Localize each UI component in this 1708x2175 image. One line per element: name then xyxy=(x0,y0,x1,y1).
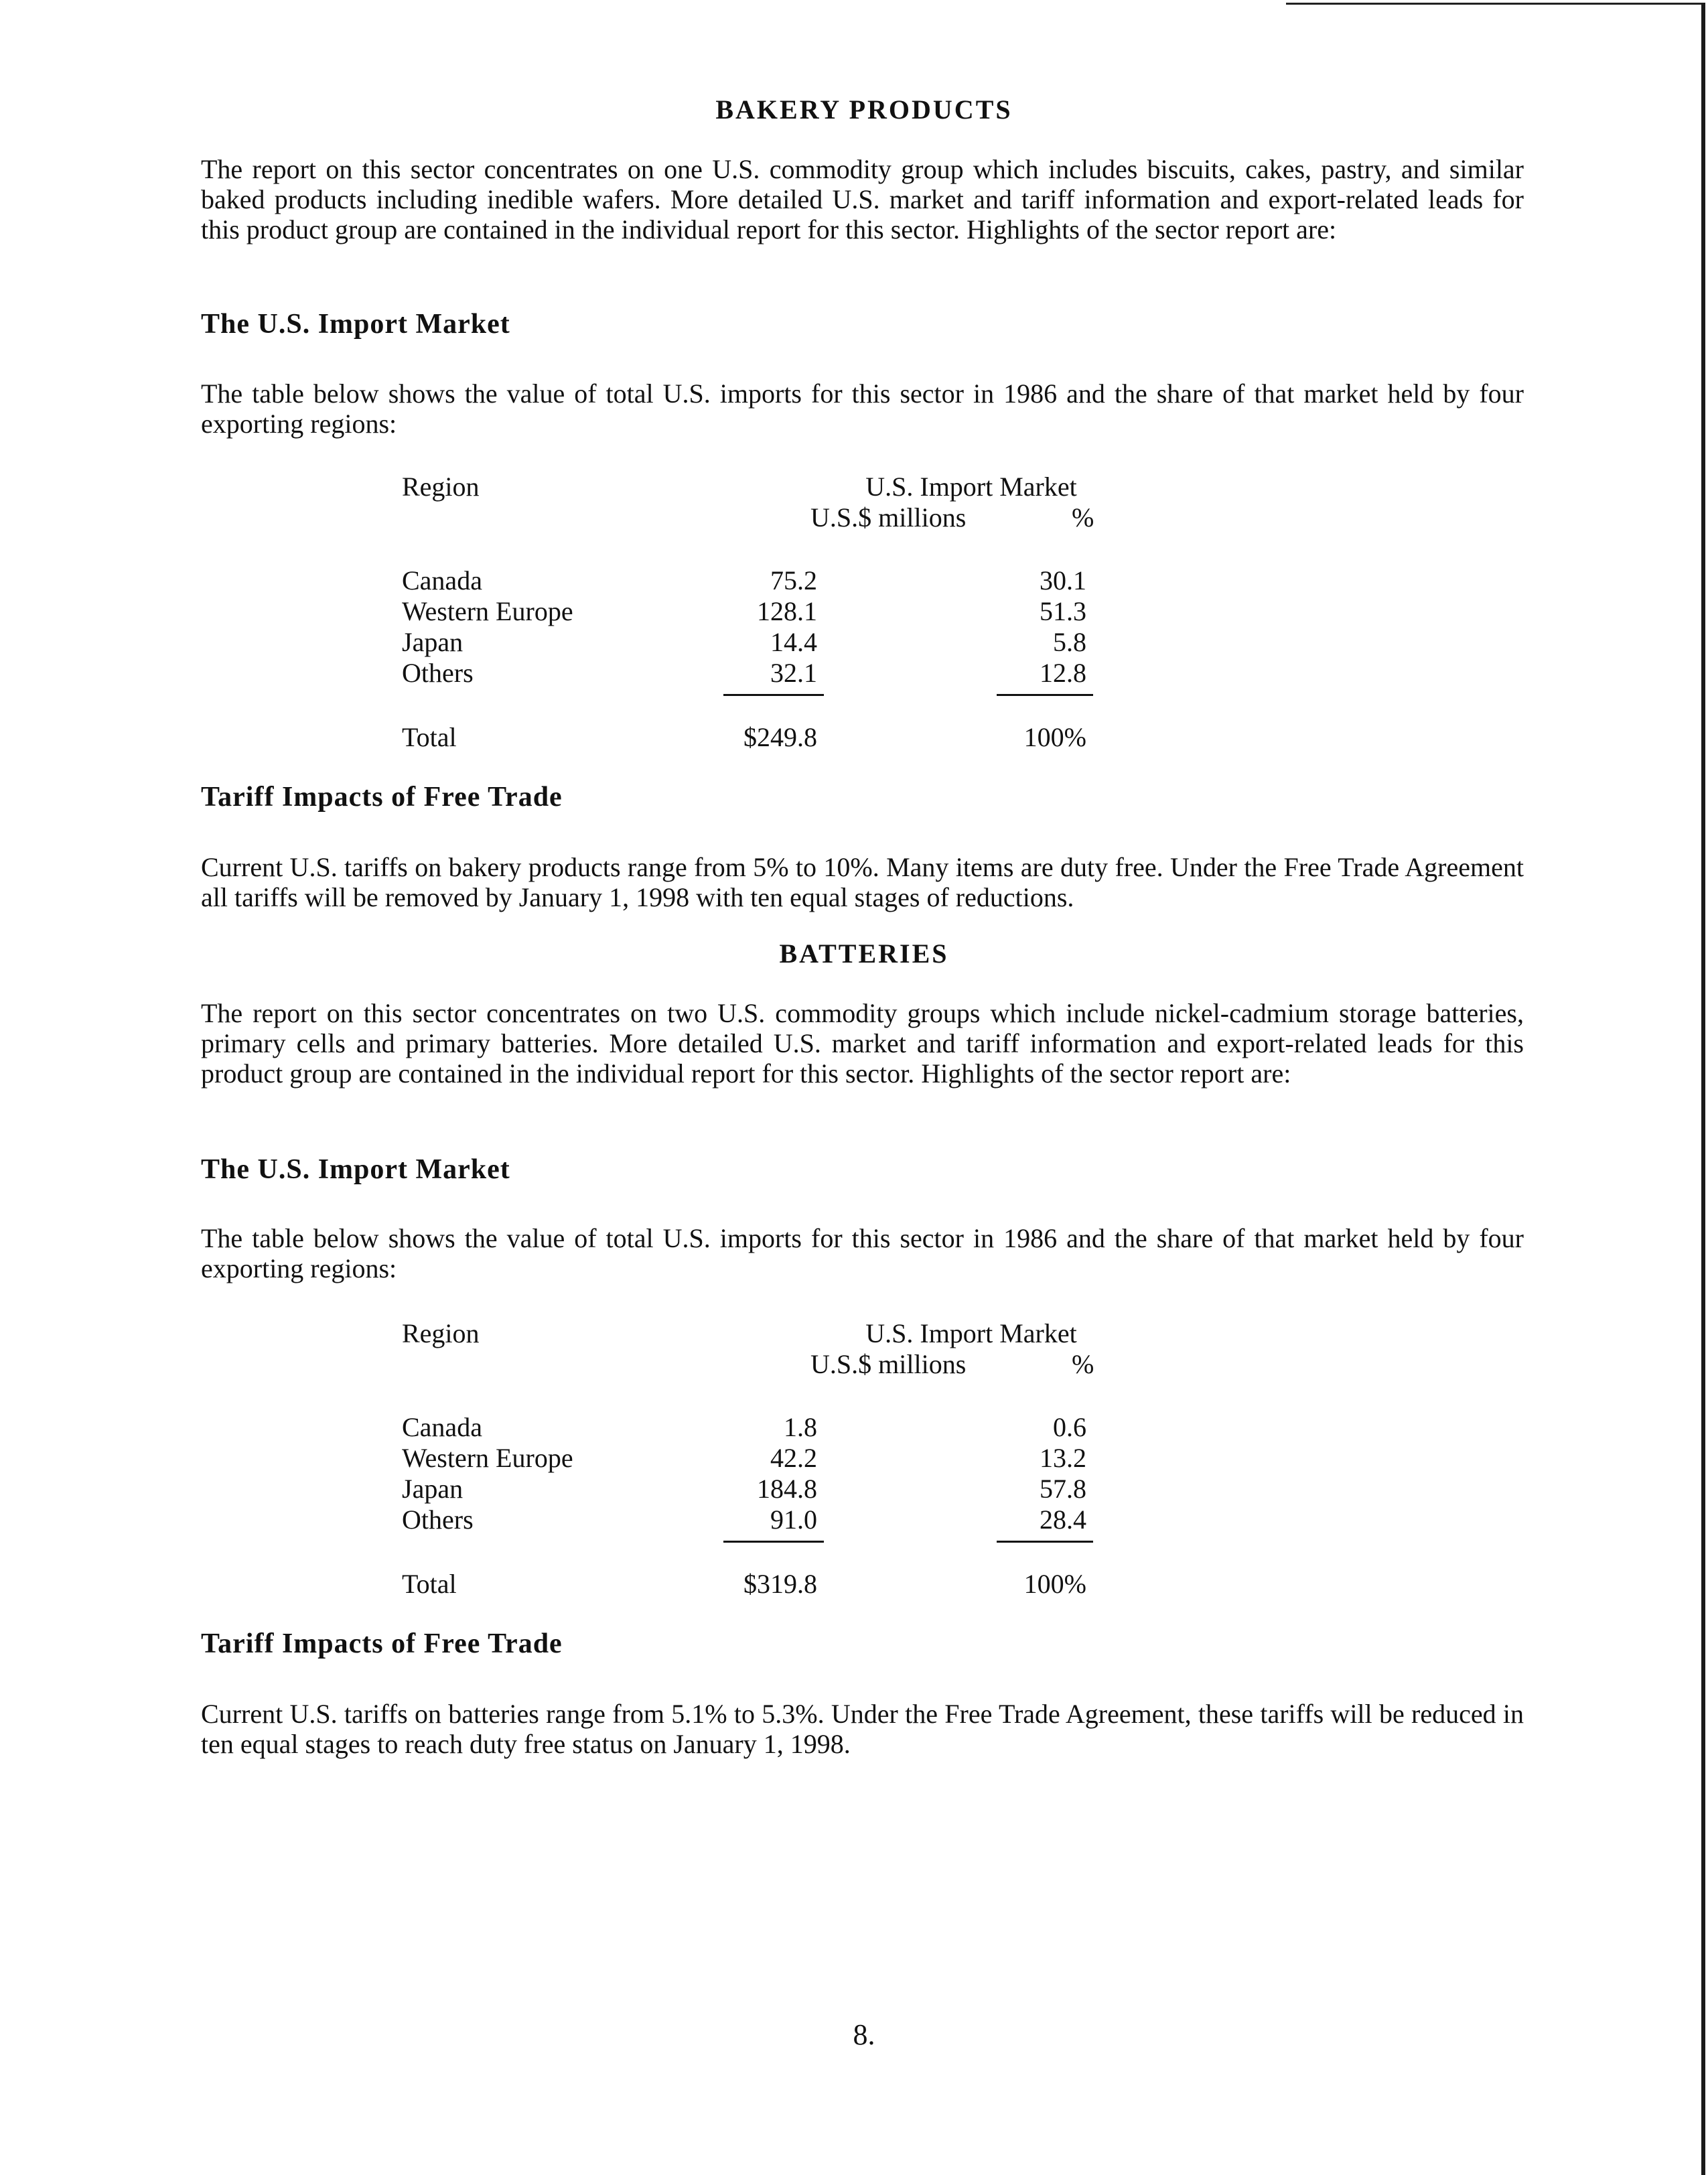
percent-cell: 51.3 xyxy=(1040,596,1086,626)
value-cell: 128.1 xyxy=(757,596,817,626)
value-cell: 91.0 xyxy=(770,1504,817,1535)
table-row xyxy=(402,596,1206,627)
total-percent: 100% xyxy=(1023,1569,1086,1599)
bakery-tariff-heading: Tariff Impacts of Free Trade xyxy=(201,782,563,813)
table-row xyxy=(402,1504,1206,1535)
scan-edge-top xyxy=(1286,3,1705,5)
region-cell: Western Europe xyxy=(402,596,573,626)
table-header-import-market: U.S. Import Market xyxy=(865,472,1077,502)
region-cell: Canada xyxy=(402,1412,482,1442)
table-header-usd-millions: U.S.$ millions xyxy=(810,1349,967,1379)
batteries-import-paragraph: The table below shows the value of total U.S. imports for this sector in 1986 and the share of that market held by four exporting regions: xyxy=(201,1223,1524,1283)
table-header-usd-millions: U.S.$ millions xyxy=(810,502,967,533)
value-subtotal-rule xyxy=(723,1541,824,1543)
table-total-row xyxy=(402,722,1206,753)
value-cell: 32.1 xyxy=(770,658,817,688)
table-header-region: Region xyxy=(402,1318,480,1348)
value-cell: 42.2 xyxy=(770,1443,817,1473)
bakery-tariff-paragraph: Current U.S. tariffs on bakery products range from 5% to 10%. Many items are duty free. Under the Free Trade Agreement all tariffs will be removed by January 1, 1998 with ten equal stages of reductions. xyxy=(201,852,1524,912)
region-cell: Others xyxy=(402,658,474,688)
table-row xyxy=(402,627,1206,658)
total-percent: 100% xyxy=(1023,722,1086,752)
value-cell: 184.8 xyxy=(757,1474,817,1504)
table-header-percent: % xyxy=(1072,502,1094,533)
table-row xyxy=(402,658,1206,689)
percent-cell: 30.1 xyxy=(1040,565,1086,595)
region-cell: Japan xyxy=(402,1474,464,1504)
scan-edge-right xyxy=(1701,3,1705,2175)
table-header-import-market: U.S. Import Market xyxy=(865,1318,1077,1348)
batteries-import-heading: The U.S. Import Market xyxy=(201,1154,510,1185)
percent-cell: 12.8 xyxy=(1040,658,1086,688)
table-row xyxy=(402,1412,1206,1443)
value-cell: 14.4 xyxy=(770,627,817,657)
total-value: $249.8 xyxy=(743,722,817,752)
table-row xyxy=(402,1443,1206,1474)
batteries-intro-paragraph: The report on this sector concentrates on two U.S. commodity groups which include nickel-cadmium storage batteries, primary cells and primary batteries. More detailed U.S. market and tariff information and export-related leads for this product group are contained in the individual report for this sector. Highlights of the sector report are: xyxy=(201,998,1524,1089)
total-label: Total xyxy=(402,722,457,752)
section-title-bakery: BAKERY PRODUCTS xyxy=(715,94,1013,125)
table-header-region: Region xyxy=(402,472,480,502)
total-value: $319.8 xyxy=(743,1569,817,1599)
value-cell: 1.8 xyxy=(784,1412,817,1442)
percent-cell: 28.4 xyxy=(1040,1504,1086,1535)
page-number: 8. xyxy=(853,2018,875,2051)
region-cell: Canada xyxy=(402,565,482,595)
total-label: Total xyxy=(402,1569,457,1599)
percent-subtotal-rule xyxy=(997,694,1093,696)
value-cell: 75.2 xyxy=(770,565,817,595)
percent-subtotal-rule xyxy=(997,1541,1093,1543)
table-row xyxy=(402,565,1206,596)
bakery-import-heading: The U.S. Import Market xyxy=(201,309,510,340)
bakery-import-paragraph: The table below shows the value of total U.S. imports for this sector in 1986 and the share of that market held by four exporting regions: xyxy=(201,378,1524,439)
batteries-tariff-heading: Tariff Impacts of Free Trade xyxy=(201,1628,563,1659)
percent-cell: 0.6 xyxy=(1053,1412,1086,1442)
region-cell: Japan xyxy=(402,627,464,657)
percent-cell: 13.2 xyxy=(1040,1443,1086,1473)
percent-cell: 57.8 xyxy=(1040,1474,1086,1504)
bakery-intro-paragraph: The report on this sector concentrates on one U.S. commodity group which includes biscuits, cakes, pastry, and similar baked products including inedible wafers. More detailed U.S. market and tariff information and export-related leads for this product group are contained in the individual report for this sector. Highlights of the sector report are: xyxy=(201,154,1524,244)
value-subtotal-rule xyxy=(723,694,824,696)
table-total-row xyxy=(402,1569,1206,1600)
percent-cell: 5.8 xyxy=(1053,627,1086,657)
table-row xyxy=(402,1474,1206,1504)
batteries-tariff-paragraph: Current U.S. tariffs on batteries range from 5.1% to 5.3%. Under the Free Trade Agreement, these tariffs will be reduced in ten equal stages to reach duty free status on January 1, 1998. xyxy=(201,1699,1524,1759)
section-title-batteries: BATTERIES xyxy=(779,938,949,969)
region-cell: Western Europe xyxy=(402,1443,573,1473)
region-cell: Others xyxy=(402,1504,474,1535)
table-header-percent: % xyxy=(1072,1349,1094,1379)
